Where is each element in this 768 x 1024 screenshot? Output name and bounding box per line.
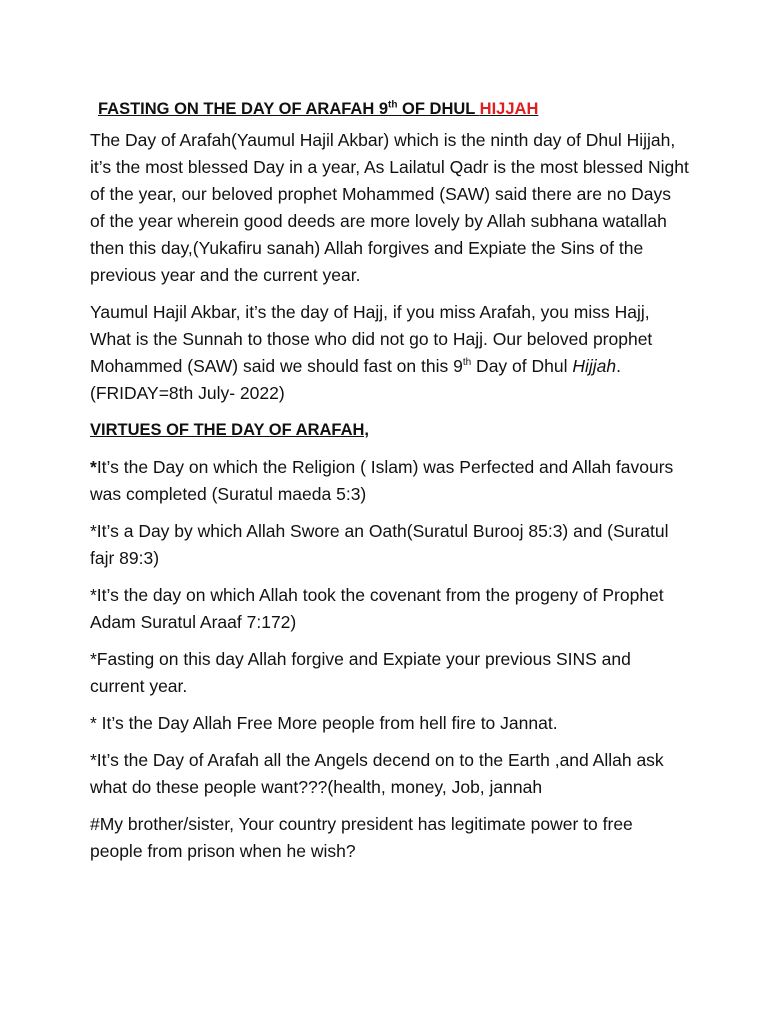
intro-paragraph: The Day of Arafah(Yaumul Hajil Akbar) which is the ninth day of Dhul Hijjah, it’s the most blessed Day in a year, As Lailatul Qadr is the most blessed Night of the year, our beloved prophet Mohammed (SAW) said there are no Days of the year wherein good deeds are more lovely by Allah subhana watallah then this day,(Yukafiru sanah) Allah forgives and Expiate the Sins of the previous year and the current year. (90, 130, 689, 285)
sunnah-text-cont: Day of Dhul (471, 356, 573, 376)
title-text: FASTING ON THE DAY OF ARAFAH 9 (98, 100, 389, 118)
sunnah-date: .(FRIDAY=8th July- 2022) (90, 356, 621, 403)
title-highlight: HIJJAH (479, 100, 539, 118)
closing-question: #My brother/sister, Your country president has legitimate power to free people from prison when he wish? (90, 814, 633, 861)
virtue-item-4: *Fasting on this day Allah forgive and Expiate your previous SINS and current year. (90, 649, 631, 696)
title-text-cont: OF DHUL (397, 100, 480, 118)
virtue-bullet: * (90, 457, 97, 477)
sunnah-text: Yaumul Hajil Akbar, it’s the day of Hajj, if you miss Arafah, you miss Hajj, What is the Sunnah to those who did not go to Hajj. Our beloved prophet Mohammed (SAW) said we should fast on this 9 (90, 302, 653, 376)
virtue-item-3: *It’s the day on which Allah took the covenant from the progeny of Prophet Adam Suratul Araaf 7:172) (90, 585, 664, 632)
document-body (90, 96, 690, 875)
sunnah-paragraph (90, 299, 690, 407)
virtue-item-5: * It’s the Day Allah Free More people from hell fire to Jannat. (90, 713, 558, 733)
virtue-text-1: It’s the Day on which the Religion ( Islam) was Perfected and Allah favours was completed (Suratul maeda 5:3) (90, 457, 674, 504)
virtues-heading: VIRTUES OF THE DAY OF ARAFAH, (90, 421, 370, 439)
virtue-item-2: *It’s a Day by which Allah Swore an Oath(Suratul Burooj 85:3) and (Suratul fajr 89:3) (90, 521, 669, 568)
title-superscript: th (388, 99, 398, 111)
virtue-item-1 (90, 454, 690, 508)
document-title (98, 96, 690, 123)
virtue-item-6: *It’s the Day of Arafah all the Angels decend on to the Earth ,and Allah ask what do these people want???(health, money, Job, jannah (90, 750, 664, 797)
sunnah-superscript: th (462, 357, 472, 369)
sunnah-italic: Hijjah (572, 356, 617, 376)
